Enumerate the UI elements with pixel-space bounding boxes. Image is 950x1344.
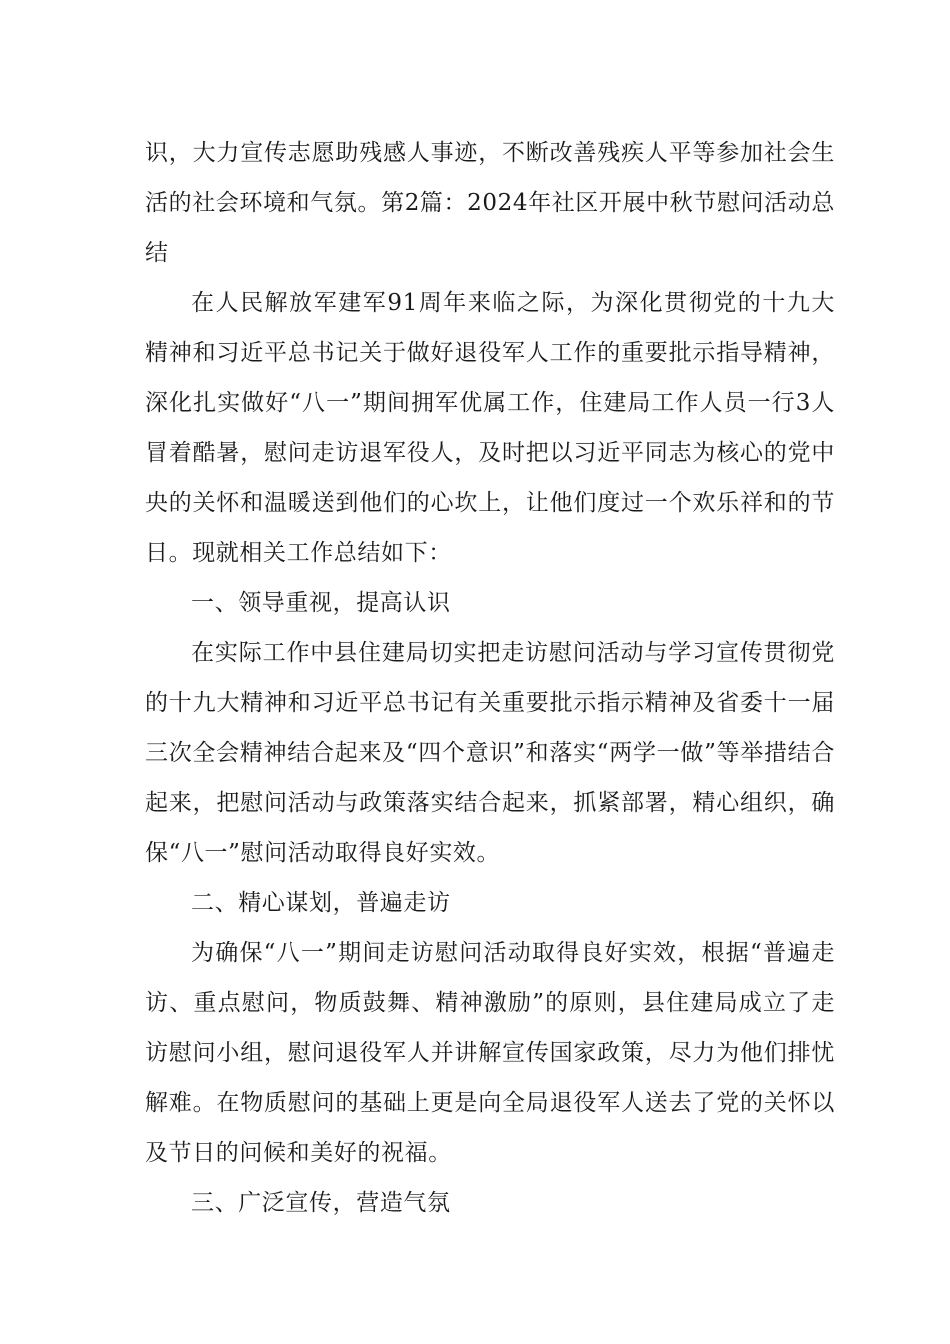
paragraph-continuation: 识，大力宣传志愿助残感人事迹，不断改善残疾人平等参加社会生活的社会环境和气氛。第2篇：2024年社区开展中秋节慰问活动总结 [145,140,835,266]
section-heading-2: 二、精心谋划，普遍走访 [191,890,451,916]
section-heading-1: 一、领导重视，提高认识 [191,590,451,616]
section-heading-3: 三、广泛宣传，营造气氛 [191,1190,451,1216]
paragraph-section-2: 为确保“八一”期间走访慰问活动取得良好实效，根据“普遍走访、重点慰问，物质鼓舞、精神激励”的原则，县住建局成立了走访慰问小组，慰问退役军人并讲解宣传国家政策，尽力为他们排忧解难。在物质慰问的基础上更是向全局退役军人送去了党的关怀以及节日的问候和美好的祝福。 [145,940,835,1166]
paragraph-section-1: 在实际工作中县住建局切实把走访慰问活动与学习宣传贯彻党的十九大精神和习近平总书记有关重要批示指示精神及省委十一届三次全会精神结合起来及“四个意识”和落实“两学一做”等举措结合起来，把慰问活动与政策落实结合起来，抓紧部署，精心组织，确保“八一”慰问活动取得良好实效。 [145,640,835,866]
document-body [145,128,835,1228]
paragraph-intro: 在人民解放军建军91周年来临之际，为深化贯彻党的十九大精神和习近平总书记关于做好退役军人工作的重要批示指导精神，深化扎实做好“八一”期间拥军优属工作，住建局工作人员一行3人冒着酷暑，慰问走访退军役人，及时把以习近平同志为核心的党中央的关怀和温暖送到他们的心坎上，让他们度过一个欢乐祥和的节日。现就相关工作总结如下： [145,290,835,566]
